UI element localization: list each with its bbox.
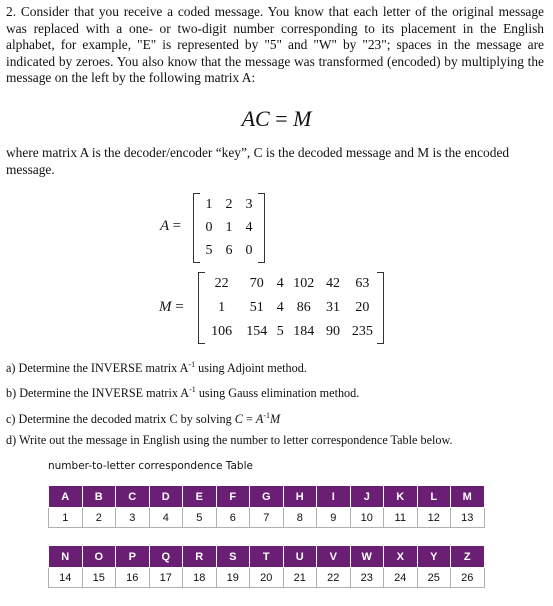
where-explanation: where matrix A is the decoder/encoder “key”, C is the decoded message and M is the encoded message.	[6, 145, 510, 177]
number-cell-13: 13	[451, 508, 485, 528]
letter-cell-l: L	[417, 486, 451, 508]
matrix-a	[193, 193, 265, 263]
task-c-eq-m: M	[270, 411, 281, 426]
number-cell-5: 5	[183, 508, 217, 528]
matrix-a-cell: 5	[205, 242, 213, 258]
number-cell-20: 20	[250, 568, 284, 588]
matrix-a-cell: 4	[245, 219, 253, 235]
matrix-a-label	[160, 218, 181, 235]
matrix-a-cell: 6	[225, 242, 233, 258]
matrix-a-row	[199, 216, 259, 239]
letter-cell-t: T	[250, 546, 284, 568]
equation-right: M	[293, 106, 312, 131]
task-a-superscript: -1	[188, 360, 196, 369]
number-cell-9: 9	[317, 508, 351, 528]
matrix-m-cell: 5	[276, 324, 284, 339]
matrix-m-cell: 86	[296, 300, 311, 315]
equation-ac-m	[0, 106, 553, 132]
matrix-a-grid	[199, 193, 259, 262]
letter-cell-n: N	[49, 546, 83, 568]
matrix-m-label	[159, 299, 184, 316]
number-cell-4: 4	[149, 508, 183, 528]
letter-cell-f: F	[216, 486, 250, 508]
matrix-m-name: M	[159, 299, 172, 315]
letters-row-n-z	[49, 546, 485, 568]
matrix-a-name: A	[160, 218, 169, 234]
number-cell-18: 18	[183, 568, 217, 588]
task-c	[6, 405, 453, 430]
letter-cell-v: V	[317, 546, 351, 568]
matrix-a-row	[199, 239, 259, 262]
number-cell-21: 21	[283, 568, 317, 588]
number-cell-2: 2	[82, 508, 116, 528]
number-cell-1: 1	[49, 508, 83, 528]
matrix-m-cell: 90	[326, 324, 340, 339]
matrix-m-row	[204, 272, 380, 296]
task-list	[6, 354, 453, 451]
letter-cell-b: B	[82, 486, 116, 508]
matrix-m-cell: 31	[326, 300, 340, 315]
matrix-m-right-bracket	[377, 272, 384, 344]
matrix-a-cell: 0	[205, 219, 213, 235]
task-c-superscript: -1	[263, 410, 271, 420]
task-c-eq-mid: =	[242, 411, 256, 426]
equation-left: AC	[241, 106, 270, 131]
letter-cell-h: H	[283, 486, 317, 508]
matrix-a-cell: 1	[225, 219, 233, 235]
number-cell-11: 11	[384, 508, 418, 528]
matrix-m-cell: 1	[218, 300, 226, 315]
number-cell-7: 7	[250, 508, 284, 528]
matrix-m-row	[204, 296, 380, 320]
matrix-m-cell: 4	[276, 300, 284, 315]
number-cell-25: 25	[417, 568, 451, 588]
letter-cell-w: W	[350, 546, 384, 568]
numbers-row-1-13	[49, 508, 485, 528]
task-c-eq-lhs: C	[234, 411, 243, 426]
matrix-m-grid	[204, 272, 380, 344]
letters-row-a-m	[49, 486, 485, 508]
letter-cell-g: G	[250, 486, 284, 508]
letter-cell-y: Y	[417, 546, 451, 568]
matrix-a-cell: 1	[205, 196, 213, 212]
matrix-m-cell: 154	[246, 324, 268, 339]
matrix-a-cell: 2	[225, 196, 233, 212]
number-cell-6: 6	[216, 508, 250, 528]
letter-cell-s: S	[216, 546, 250, 568]
number-cell-14: 14	[49, 568, 83, 588]
matrix-m-equals: =	[175, 299, 184, 315]
number-cell-19: 19	[216, 568, 250, 588]
matrix-a-equals: =	[172, 218, 182, 234]
task-a	[6, 354, 453, 379]
letter-cell-r: R	[183, 546, 217, 568]
letter-cell-j: J	[350, 486, 384, 508]
letter-cell-o: O	[82, 546, 116, 568]
letter-cell-u: U	[283, 546, 317, 568]
letter-cell-d: D	[149, 486, 183, 508]
number-cell-22: 22	[317, 568, 351, 588]
matrix-m-cell: 63	[355, 276, 370, 291]
letter-cell-a: A	[49, 486, 83, 508]
number-cell-3: 3	[116, 508, 150, 528]
letter-cell-x: X	[384, 546, 418, 568]
letter-cell-k: K	[384, 486, 418, 508]
number-cell-8: 8	[283, 508, 317, 528]
task-a-tail: using Adjoint method.	[195, 361, 307, 376]
matrix-m-cell: 106	[211, 324, 233, 339]
number-cell-26: 26	[451, 568, 485, 588]
correspondence-table-n-z	[48, 545, 485, 588]
matrix-m-cell: 102	[293, 276, 315, 291]
letter-cell-p: P	[116, 546, 150, 568]
numbers-row-14-26	[49, 568, 485, 588]
equation-operator: =	[275, 106, 288, 131]
table-caption: number-to-letter correspondence Table	[48, 460, 253, 472]
task-a-text: a) Determine the INVERSE matrix A	[6, 361, 189, 376]
letter-cell-i: I	[317, 486, 351, 508]
task-c-text: c) Determine the decoded matrix C by solving	[6, 411, 235, 426]
letter-cell-e: E	[183, 486, 217, 508]
matrix-m	[198, 272, 384, 344]
task-b	[6, 379, 453, 404]
letter-cell-q: Q	[149, 546, 183, 568]
matrix-a-right-bracket	[258, 193, 265, 263]
letter-cell-m: M	[451, 486, 485, 508]
number-cell-23: 23	[350, 568, 384, 588]
matrix-m-cell: 51	[249, 300, 264, 315]
problem-intro: 2. Consider that you receive a coded message. You know that each letter of the original message was replaced with a one- or two-digit number corresponding to its placement in the English alphabet, for example, "E" is represented by "5" and "W" by "23"; spaces in the message are indicated by zeroes. You also know that the message was transformed (encoded) by multiplying the message on the left by the following matrix A:	[6, 4, 544, 86]
task-d: d) Write out the message in English using the number to letter correspondence Table below.	[6, 432, 453, 447]
matrix-a-cell: 0	[245, 242, 253, 258]
task-c-eq-a: A	[255, 411, 264, 426]
matrix-m-cell: 22	[214, 276, 229, 291]
task-b-superscript: -1	[189, 385, 196, 395]
task-b-text: b) Determine the INVERSE matrix A	[6, 386, 190, 401]
matrix-a-cell: 3	[245, 196, 253, 212]
number-cell-10: 10	[350, 508, 384, 528]
letter-cell-z: Z	[451, 546, 485, 568]
number-cell-16: 16	[116, 568, 150, 588]
matrix-m-cell: 20	[355, 300, 370, 315]
matrix-m-cell: 42	[326, 276, 340, 291]
number-cell-15: 15	[82, 568, 116, 588]
letter-cell-c: C	[116, 486, 150, 508]
number-cell-17: 17	[149, 568, 183, 588]
matrix-m-cell: 4	[276, 276, 284, 291]
task-b-tail: using Gauss elimination method.	[195, 386, 360, 401]
number-cell-12: 12	[417, 508, 451, 528]
correspondence-table-a-m	[48, 485, 485, 528]
matrix-m-cell: 235	[351, 324, 373, 339]
matrix-m-row	[204, 320, 380, 344]
number-cell-24: 24	[384, 568, 418, 588]
matrix-m-cell: 70	[249, 276, 264, 291]
matrix-m-cell: 184	[293, 324, 315, 339]
matrix-a-row	[199, 193, 259, 216]
